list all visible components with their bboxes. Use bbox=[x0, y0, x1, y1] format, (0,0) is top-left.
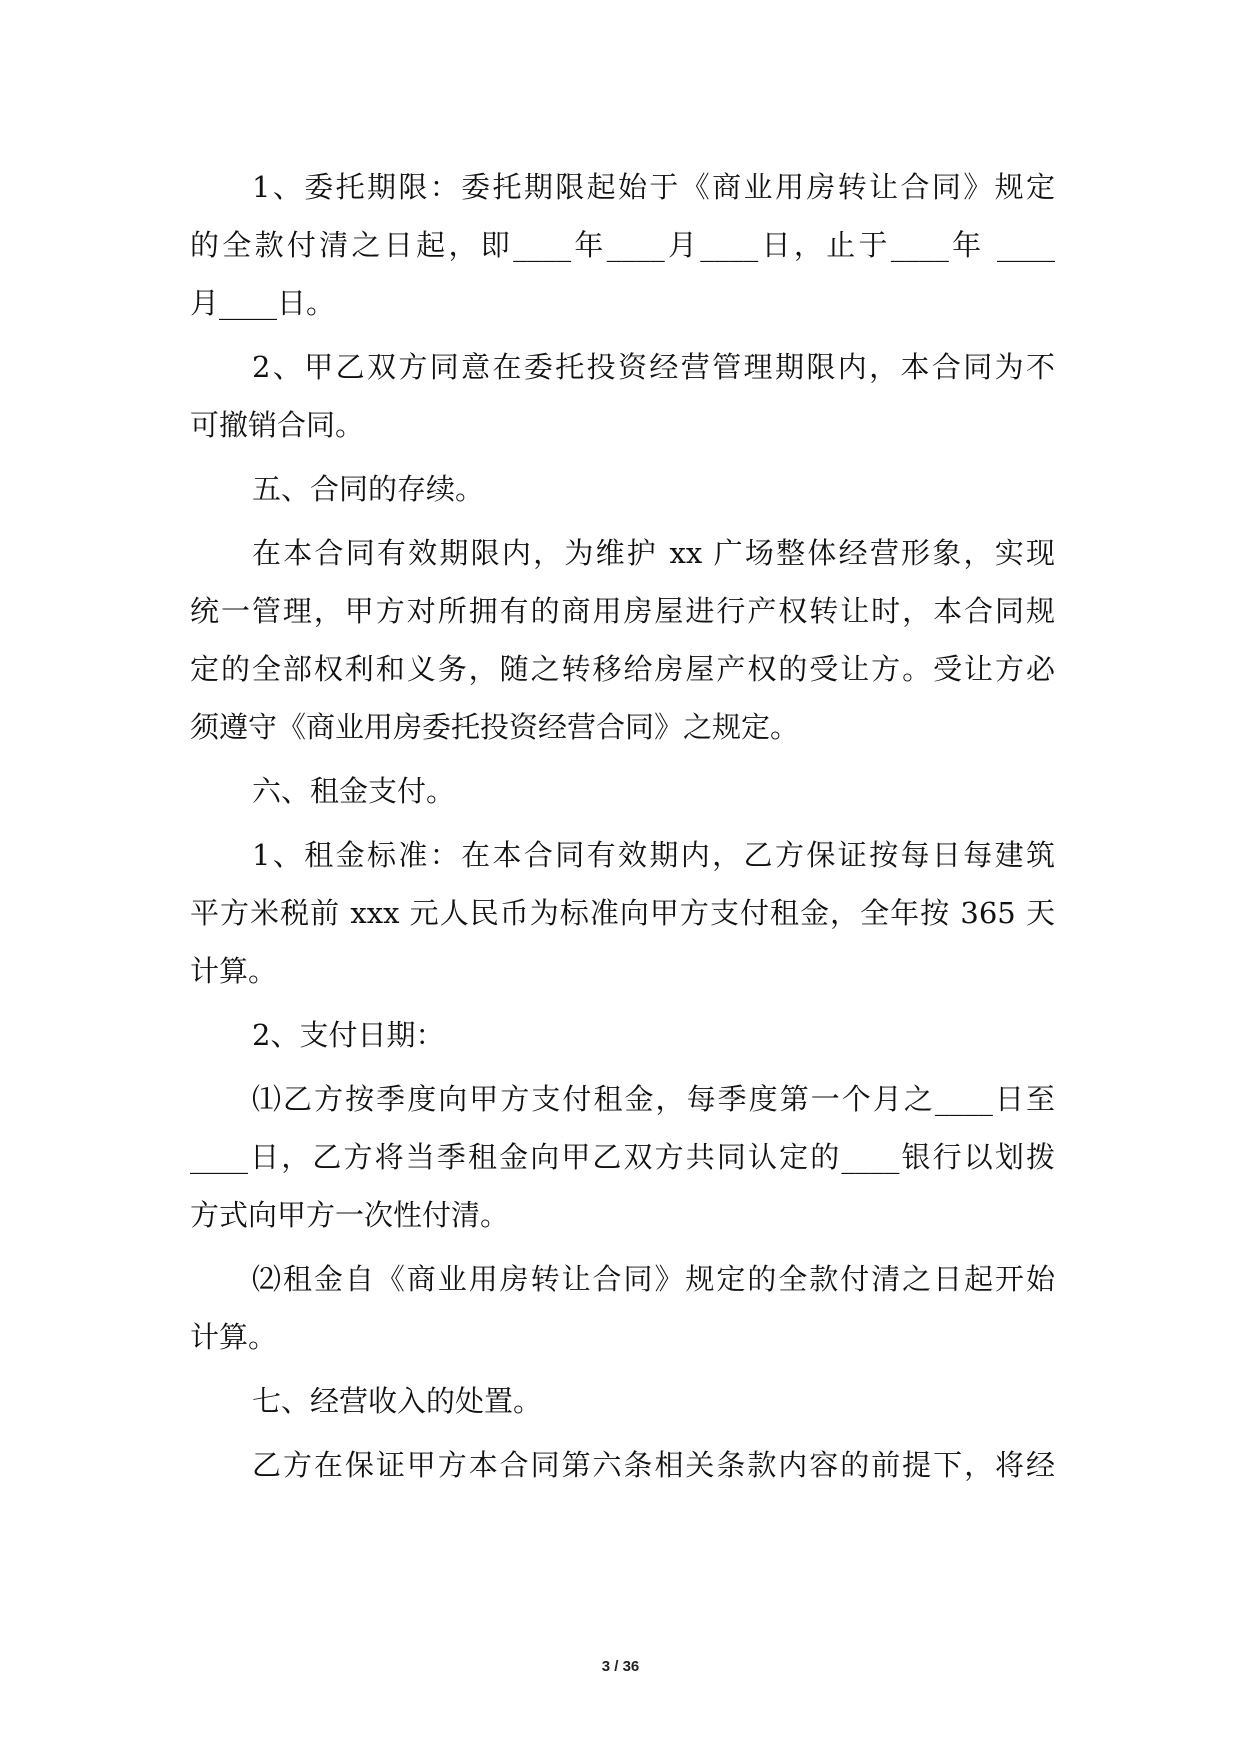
text-line: ____日，乙方将当季租金向甲乙双方共同认定的____银行以划拨 bbox=[190, 1140, 1055, 1174]
text-line: 1、租金标准：在本合同有效期内，乙方保证按每日每建筑 bbox=[252, 838, 1055, 872]
paragraph bbox=[190, 524, 1055, 756]
section-heading bbox=[190, 460, 1055, 518]
text-line: 平方米税前 xxx 元人民币为标准向甲方支付租金，全年按 365 天 bbox=[190, 896, 1055, 930]
text-line: 在本合同有效期限内，为维护 xx 广场整体经营形象，实现 bbox=[252, 536, 1055, 570]
text-line: 六、租金支付。 bbox=[252, 774, 456, 808]
text-line: ⑵租金自《商业用房转让合同》规定的全款付清之日起开始 bbox=[252, 1262, 1055, 1296]
text-line: 定的全部权利和义务，随之转移给房屋产权的受让方。受让方必 bbox=[190, 652, 1055, 686]
text-line: 2、甲乙双方同意在委托投资经营管理期限内，本合同为不 bbox=[252, 350, 1055, 384]
text-line: 1、委托期限：委托期限起始于《商业用房转让合同》规定 bbox=[252, 170, 1055, 204]
paragraph bbox=[190, 338, 1055, 454]
page-number: 3 / 36 bbox=[601, 1658, 640, 1675]
text-line: 的全款付清之日起，即____年____月____日，止于____年 ____ bbox=[190, 228, 1055, 262]
text-line: ⑴乙方按季度向甲方支付租金，每季度第一个月之____日至 bbox=[252, 1082, 1055, 1116]
paragraph bbox=[190, 1250, 1055, 1366]
paragraph bbox=[190, 1436, 1055, 1494]
text-line: 计算。 bbox=[190, 1320, 278, 1354]
text-line: 可撤销合同。 bbox=[190, 408, 365, 442]
text-line: 2、支付日期： bbox=[252, 1018, 445, 1052]
text-line: 统一管理，甲方对所拥有的商用房屋进行产权转让时，本合同规 bbox=[190, 594, 1055, 628]
text-line: 七、经营收入的处置。 bbox=[252, 1384, 543, 1418]
text-line: 计算。 bbox=[190, 954, 278, 988]
text-line: 乙方在保证甲方本合同第六条相关条款内容的前提下，将经 bbox=[252, 1448, 1055, 1482]
paragraph bbox=[190, 158, 1055, 332]
text-line: 须遵守《商业用房委托投资经营合同》之规定。 bbox=[190, 710, 800, 744]
paragraph bbox=[190, 826, 1055, 1000]
section-heading bbox=[190, 762, 1055, 820]
paragraph bbox=[190, 1006, 1055, 1064]
document-body bbox=[190, 158, 1055, 1494]
paragraph bbox=[190, 1070, 1055, 1244]
text-line: 方式向甲方一次性付清。 bbox=[190, 1198, 510, 1232]
text-line: 月____日。 bbox=[190, 286, 336, 320]
section-heading bbox=[190, 1372, 1055, 1430]
text-line: 五、合同的存续。 bbox=[252, 472, 485, 506]
